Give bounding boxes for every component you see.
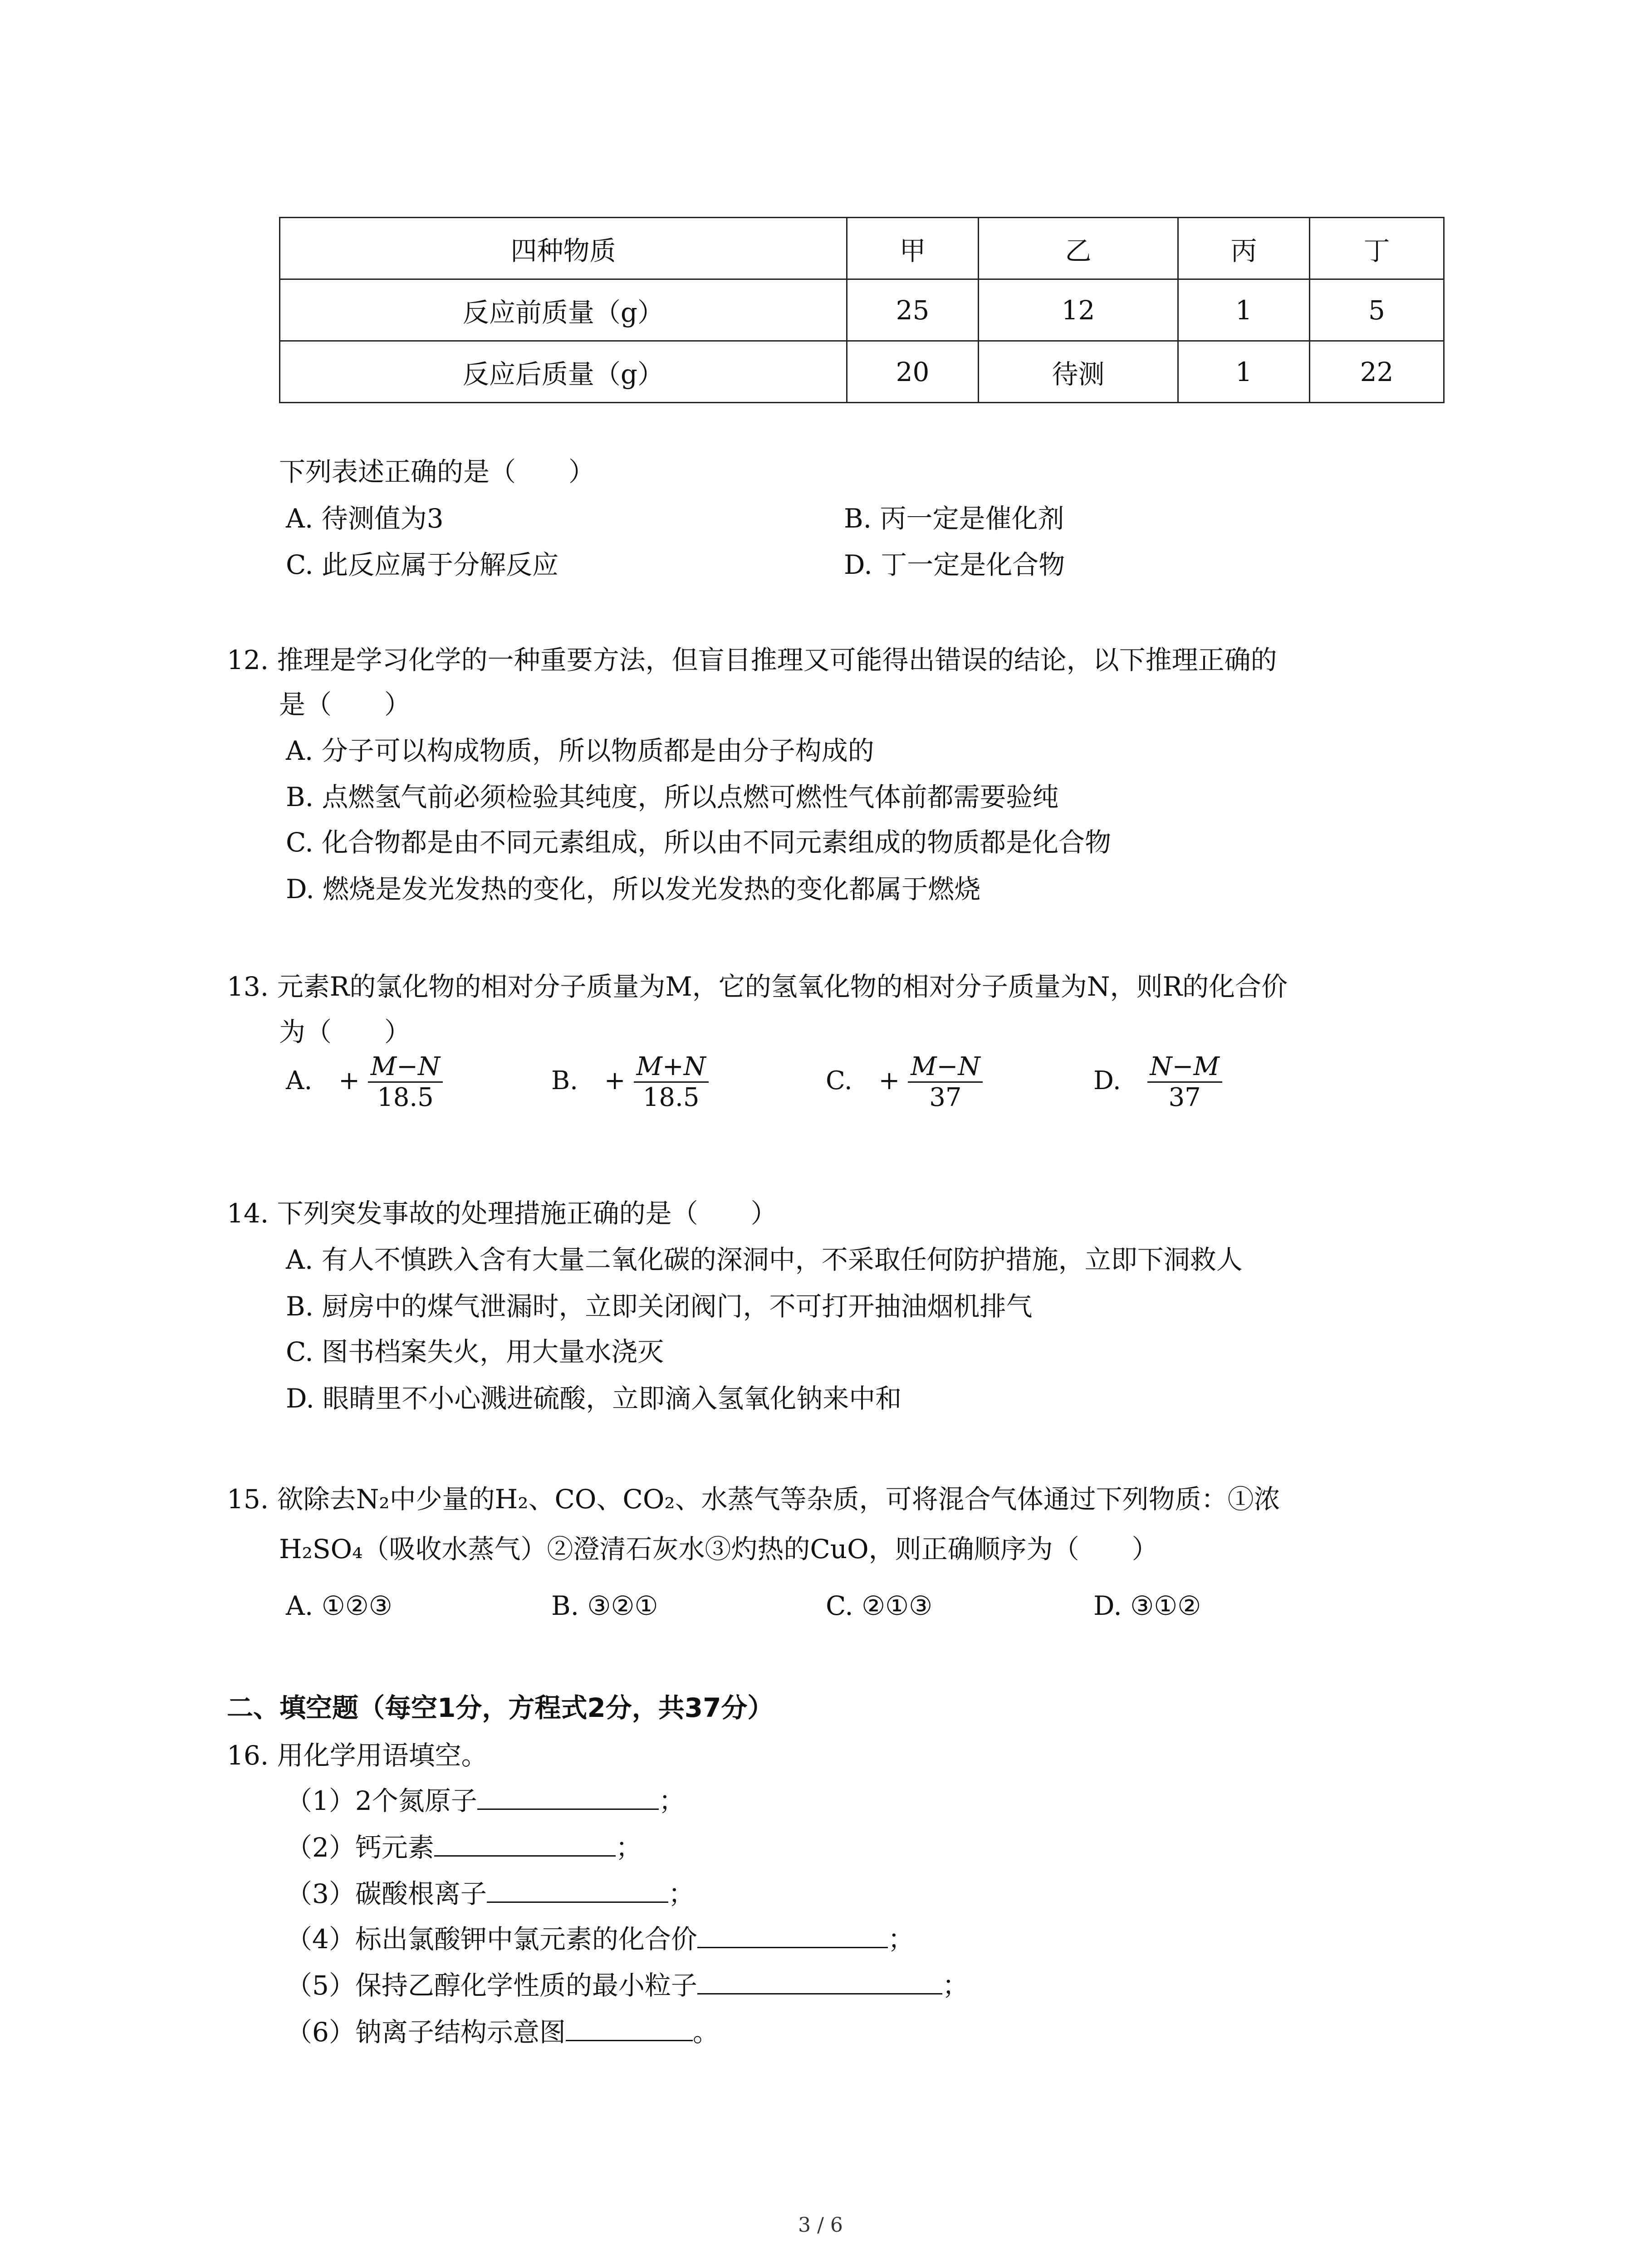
fraction-numerator: M+N <box>634 1052 709 1083</box>
table-header-cell: 丁 <box>1310 218 1444 279</box>
answer-blank[interactable] <box>697 1970 942 1994</box>
fraction-denominator: 37 <box>1168 1083 1201 1112</box>
item-text: （6）钠离子结构示意图 <box>286 2017 566 2048</box>
fraction-denominator: 37 <box>929 1083 962 1112</box>
q14-option-c: C. 图书档案失火，用大量水浇灭 <box>286 1336 664 1367</box>
table-cell: 12 <box>979 279 1178 341</box>
q12-option-b: B. 点燃氢气前必须检验其纯度，所以点燃可燃性气体前都需要验纯 <box>286 782 1059 812</box>
q13-option-c <box>826 1052 983 1113</box>
item-ending: 。 <box>692 2017 719 2048</box>
option-label: A. <box>286 1066 313 1095</box>
q12-option-c: C. 化合物都是由不同元素组成，所以由不同元素组成的物质都是化合物 <box>286 827 1112 858</box>
fraction <box>1147 1052 1222 1113</box>
q15-option-d: D. ③①② <box>1093 1590 1201 1621</box>
item-ending: ； <box>668 1878 695 1909</box>
q13-option-b <box>551 1052 709 1113</box>
q12-option-a: A. 分子可以构成物质，所以物质都是由分子构成的 <box>286 735 874 766</box>
q16-item-1 <box>286 1785 685 1817</box>
option-label: B. <box>551 1066 578 1095</box>
q16-item-2 <box>286 1832 642 1863</box>
item-text: （5）保持乙醇化学性质的最小粒子 <box>286 1970 697 2001</box>
table-header-cell: 四种物质 <box>280 218 847 279</box>
fraction-numerator: N−M <box>1147 1052 1222 1083</box>
option-sign: + <box>878 1066 900 1095</box>
q11-option-b: B. 丙一定是催化剂 <box>844 503 1064 534</box>
table-cell: 1 <box>1178 279 1310 341</box>
q15-option-b: B. ③②① <box>551 1590 658 1621</box>
fraction-denominator: 18.5 <box>642 1083 700 1112</box>
table-row <box>280 341 1444 403</box>
item-ending: ； <box>942 1970 969 2001</box>
fraction-numerator: M−N <box>908 1052 983 1083</box>
q11-option-c: C. 此反应属于分解反应 <box>286 549 559 580</box>
q11-option-d: D. 丁一定是化合物 <box>844 549 1065 580</box>
table-header-cell: 乙 <box>979 218 1178 279</box>
option-sign: + <box>604 1066 626 1095</box>
page-number: 3 / 6 <box>798 2214 843 2237</box>
item-ending: ； <box>615 1832 642 1863</box>
table-row <box>280 279 1444 341</box>
table-cell: 反应后质量（g） <box>280 341 847 403</box>
table-cell: 22 <box>1310 341 1444 403</box>
q16-item-5 <box>286 1970 969 2001</box>
answer-blank[interactable] <box>697 1923 888 1948</box>
q16-item-3 <box>286 1878 695 1910</box>
table-cell: 待测 <box>979 341 1178 403</box>
fraction-denominator: 18.5 <box>377 1083 434 1112</box>
option-sign: + <box>338 1066 360 1095</box>
q14-option-a: A. 有人不慎跌入含有大量二氧化碳的深洞中，不采取任何防护措施，立即下洞救人 <box>286 1244 1243 1275</box>
answer-blank[interactable] <box>487 1878 668 1903</box>
q11-stem: 下列表述正确的是（ ） <box>279 456 595 487</box>
q16-item-4 <box>286 1923 914 1955</box>
fraction <box>908 1052 983 1113</box>
q13-stem-line1: 13. 元素R的氯化物的相对分子质量为M，它的氢氧化物的相对分子质量为N，则R的化合价 <box>227 971 1288 1002</box>
q14-option-d: D. 眼睛里不小心溅进硫酸，立即滴入氢氧化钠来中和 <box>286 1383 902 1414</box>
item-text: （1）2个氮原子 <box>286 1785 477 1816</box>
q13-option-a <box>286 1052 443 1113</box>
table-header-row <box>280 218 1444 279</box>
table-cell: 1 <box>1178 341 1310 403</box>
q13-option-d <box>1093 1052 1222 1113</box>
item-text: （3）碳酸根离子 <box>286 1878 487 1909</box>
section-heading: 二、填空题（每空1分，方程式2分，共37分） <box>227 1692 774 1723</box>
q16-stem: 16. 用化学用语填空。 <box>227 1740 488 1771</box>
answer-blank[interactable] <box>566 2016 693 2041</box>
table-cell: 20 <box>847 341 979 403</box>
option-label: C. <box>826 1066 852 1095</box>
q16-item-6 <box>286 2016 719 2048</box>
q15-option-a: A. ①②③ <box>286 1590 392 1621</box>
q14-stem: 14. 下列突发事故的处理措施正确的是（ ） <box>227 1198 777 1229</box>
fraction-numerator: M−N <box>368 1052 443 1083</box>
table-header-cell: 甲 <box>847 218 979 279</box>
q13-stem-line2: 为（ ） <box>279 1017 411 1047</box>
q14-option-b: B. 厨房中的煤气泄漏时，立即关闭阀门，不可打开抽油烟机排气 <box>286 1291 1033 1322</box>
q15-option-c: C. ②①③ <box>826 1590 933 1621</box>
fraction <box>368 1052 443 1113</box>
table-header-cell: 丙 <box>1178 218 1310 279</box>
q11-option-a: A. 待测值为3 <box>286 503 444 534</box>
fraction <box>634 1052 709 1113</box>
q12-stem-line2: 是（ ） <box>279 689 411 720</box>
item-ending: ； <box>887 1924 914 1955</box>
q15-stem-line2: H₂SO₄（吸收水蒸气）②澄清石灰水③灼热的CuO，则正确顺序为（ ） <box>279 1534 1158 1564</box>
table-cell: 反应前质量（g） <box>280 279 847 341</box>
answer-blank[interactable] <box>477 1785 659 1810</box>
q15-stem-line1: 15. 欲除去N₂中少量的H₂、CO、CO₂、水蒸气等杂质，可将混合气体通过下列物质：①浓 <box>227 1484 1280 1515</box>
mass-table <box>279 217 1445 403</box>
answer-blank[interactable] <box>434 1832 616 1857</box>
item-text: （4）标出氯酸钾中氯元素的化合价 <box>286 1924 697 1955</box>
option-label: D. <box>1093 1066 1121 1095</box>
q12-stem-line1: 12. 推理是学习化学的一种重要方法，但盲目推理又可能得出错误的结论，以下推理正确的 <box>227 645 1277 675</box>
item-ending: ； <box>658 1785 685 1816</box>
q12-option-d: D. 燃烧是发光发热的变化，所以发光发热的变化都属于燃烧 <box>286 874 981 904</box>
table-cell: 25 <box>847 279 979 341</box>
item-text: （2）钙元素 <box>286 1832 434 1863</box>
table-cell: 5 <box>1310 279 1444 341</box>
